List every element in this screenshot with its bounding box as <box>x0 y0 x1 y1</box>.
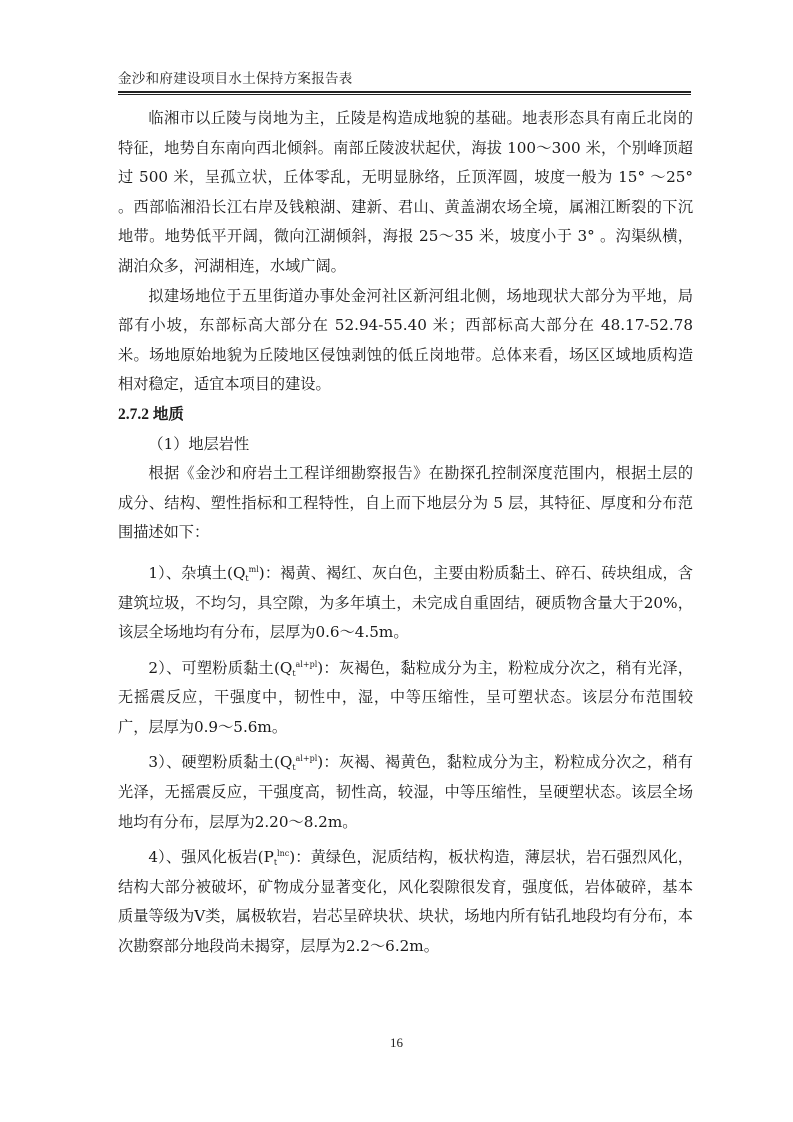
layer-item: 3）、硬塑粉质黏土$(Q_t^{al+pl})$：灰褐、褐黄色，黏粒成分为主，粉粒成分次之，稍有光泽，无摇震反应，干强度高，韧性高，较湿，中等压缩性，呈硬塑状态。该层全场地均有分布，层厚为2.20～8.2m。 <box>118 753 693 831</box>
layer-item: 2）、可塑粉质黏土$(Q_t^{al+pl})$：灰褐色，黏粒成分为主，粉粒成分次之，稍有光泽，无摇震反应，干强度中，韧性中，湿，中等压缩性，呈可塑状态。该层分布范围较广，层厚为0.9～5.6m。 <box>118 658 693 736</box>
paragraph-site: 拟建场地位于五里街道办事处金河社区新河组北侧，场地现状大部分为平地，局部有小坡，东部标高大部分在 52.94-55.40 米；西部标高大部分在 48.17-52.78 米。场地原始地貌为丘陵地区侵蚀剥蚀的低丘岗地带。总体来看，场区区域地质构造相对稳定，适宜本项目的建设。 <box>118 286 693 394</box>
header-rule-thin <box>118 94 691 95</box>
header-rule <box>118 91 691 93</box>
layer-item: 4）、强风化板岩$(P_t^{lnc})$：黄绿色，泥质结构，板状构造，薄层状，岩石强烈风化，结构大部分被破坏，矿物成分显著变化，风化裂隙很发育，强度低，岩体破碎，基本质量等级为Ⅴ类，属极软岩，岩芯呈碎块状、块状，场地内所有钻孔地段均有分布，本次勘察部分地段尚未揭穿，层厚为2.2～6.2m。 <box>118 848 693 956</box>
running-header: 金沙和府建设项目水土保持方案报告表 <box>118 71 353 87</box>
section-heading: 2.7.2 地质 <box>118 405 184 423</box>
paragraph-intro: 根据《金沙和府岩土工程详细勘察报告》在勘探孔控制深度范围内，根据土层的成分、结构、塑性指标和工程特性，自上而下地层分为 5 层，其特征、厚度和分布范围描述如下： <box>118 464 693 542</box>
body-text <box>118 104 693 962</box>
subsection-heading: （1）地层岩性 <box>148 434 250 453</box>
layer-item: 1）、杂填土$(Q_t^{ml})$：褐黄、褐红、灰白色，主要由粉质黏土、碎石、砖块组成，含建筑垃圾，不均匀，具空隙，为多年填土，未完成自重固结，硬质物含量大于20%，该层全场地均有分布，层厚为0.6～4.5m。 <box>118 563 693 642</box>
paragraph-terrain: 临湘市以丘陵与岗地为主，丘陵是构造成地貌的基础。地表形态具有南丘北岗的特征，地势自东南向西北倾斜。南部丘陵波状起伏，海拔 100～300 米，个别峰顶超过 500 米，呈孤立状，丘体零乱，无明显脉络，丘顶浑圆，坡度一般为 15° ～25° 。西部临湘沿长江右岸及钱粮湖、建新、君山、黄盖湖农场全境，属湘江断裂的下沉地带。地势低平开阔，微向江湖倾斜，海报 25～35 米，坡度小于 3° 。沟渠纵横，湖泊众多，河湖相连，水域广阔。 <box>118 109 693 275</box>
page-number: 16 <box>390 1035 403 1050</box>
